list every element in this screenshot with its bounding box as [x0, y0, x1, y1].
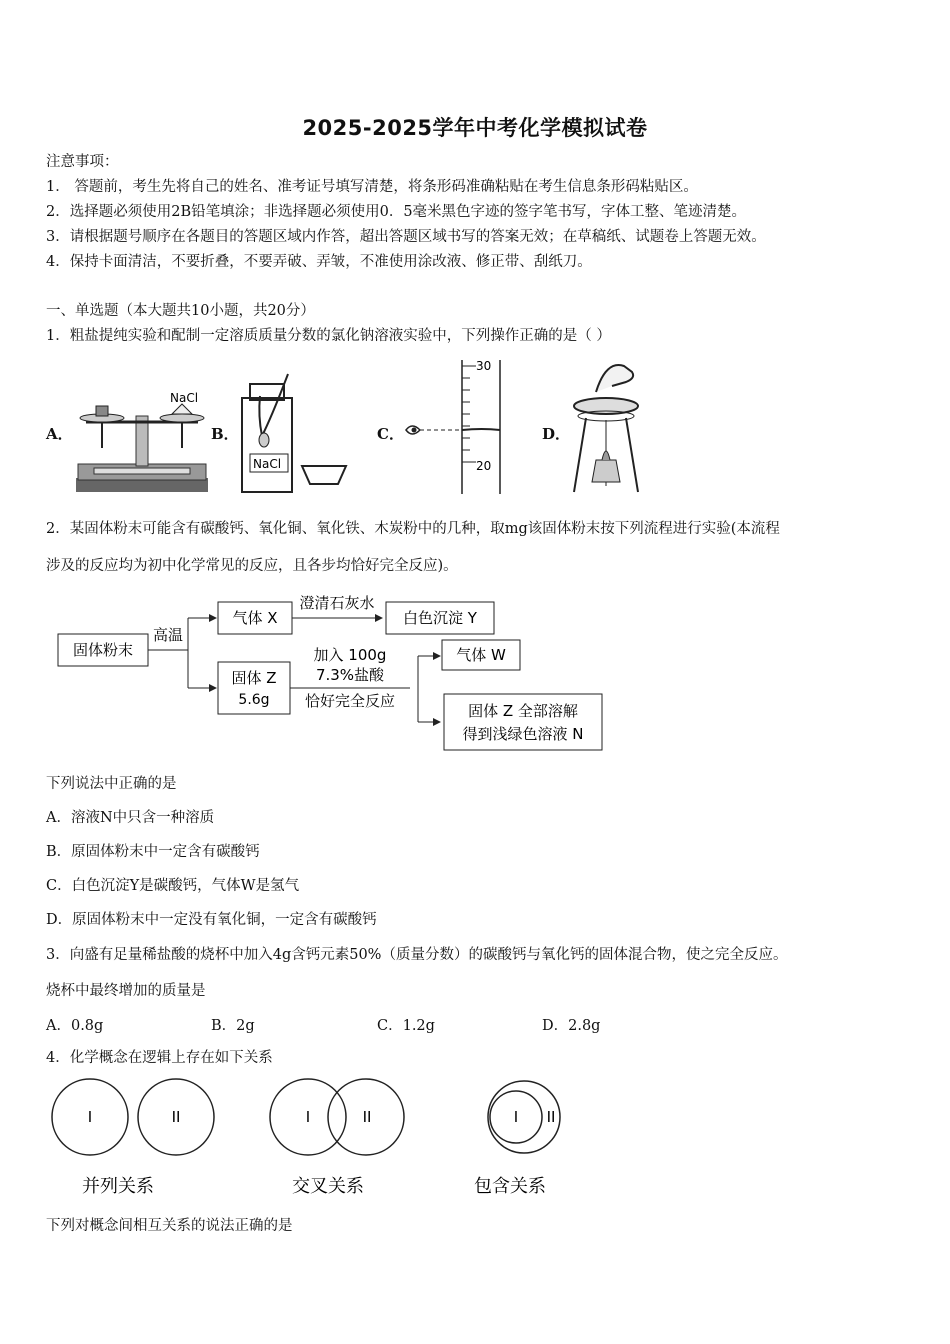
scale-30: 30	[476, 359, 492, 373]
question-3-stem-cont: 烧杯中最终增加的质量是	[46, 983, 206, 999]
q2-option-d: D．原固体粉末中一定没有氧化铜，一定含有碳酸钙	[46, 912, 377, 928]
question-3-stem: 3．向盛有足量稀盐酸的烧杯中加入4g含钙元素50%（质量分数）的碳酸钙与氧化钙的固体混合物，使之完全反应。	[46, 947, 788, 963]
flow-result-line2: 得到浅绿色溶液 N	[462, 725, 584, 743]
venn2-label-i: I	[305, 1108, 311, 1126]
q3-option-a: A．0.8g	[46, 1018, 104, 1034]
flow-limewater-text: 澄清石灰水	[299, 594, 375, 612]
flow-add-acid-text: 加入 100g	[313, 646, 387, 664]
flow-complete-text: 恰好完全反应	[304, 692, 396, 710]
flow-start-text: 固体粉末	[72, 641, 134, 659]
venn2-label-ii: II	[362, 1108, 372, 1126]
reagent-bottle-image	[236, 356, 356, 496]
flow-precip-y-text: 白色沉淀 Y	[403, 609, 477, 627]
question-4-prompt: 下列对概念间相互关系的说法正确的是	[46, 1218, 293, 1234]
q1-option-c-label: C．	[377, 425, 404, 443]
q2-option-a: A．溶液N中只含一种溶质	[46, 810, 215, 826]
notice-heading: 注意事项：	[46, 154, 119, 170]
flow-condition-text: 高温	[152, 626, 184, 644]
flow-solid-z-text: 固体 Z	[231, 669, 277, 687]
q2-option-c: C．白色沉淀Y是碳酸钙，气体W是氢气	[46, 878, 300, 894]
balance-weighing-image	[72, 356, 212, 496]
venn-cross-label: 交叉关系	[292, 1176, 364, 1197]
question-2-prompt: 下列说法中正确的是	[46, 776, 177, 792]
question-4-stem: 4．化学概念在逻辑上存在如下关系	[46, 1050, 273, 1066]
notice-item: 2．选择题必须使用2B铅笔填涂；非选择题必须使用0．5毫米黑色字迹的签字笔书写，字体工整、笔迹清楚。	[46, 204, 747, 220]
venn1-label-ii: II	[171, 1108, 181, 1126]
nacl-bottle-label: NaCl	[253, 457, 282, 471]
question-2-stem: 2．某固体粉末可能含有碳酸钙、氧化铜、氧化铁、木炭粉中的几种，取mg该固体粉末按下列流程进行实验(本流程	[46, 521, 780, 537]
q1-option-d-label: D．	[542, 425, 571, 443]
venn3-label-i: I	[513, 1108, 519, 1126]
q2-option-b: B．原固体粉末中一定含有碳酸钙	[46, 844, 260, 860]
q3-option-b: B．2g	[211, 1018, 255, 1034]
evaporation-image	[566, 356, 656, 496]
section-heading: 一、单选题（本大题共10小题，共20分）	[46, 303, 315, 319]
flow-mass-z-text: 5.6g	[238, 692, 270, 708]
q3-options-row	[46, 1014, 906, 1036]
question-1-stem: 1．粗盐提纯实验和配制一定溶质质量分数的氯化钠溶液实验中，下列操作正确的是（ ）	[46, 328, 611, 344]
venn-contain-label: 包含关系	[474, 1176, 546, 1197]
flow-acid-conc-text: 7.3%盐酸	[315, 666, 385, 684]
notice-item: 3．请根据题号顺序在各题目的答题区域内作答，超出答题区域书写的答案无效；在草稿纸、试题卷上答题无效。	[46, 229, 766, 245]
page-title: 2025-2025学年中考化学模拟试卷	[302, 116, 648, 140]
flow-gas-w-text: 气体 W	[456, 646, 506, 664]
scale-20: 20	[476, 459, 492, 473]
notice-item: 1． 答题前，考生先将自己的姓名、准考证号填写清楚，将条形码准确粘贴在考生信息条形码粘贴区。	[46, 179, 698, 195]
notice-item: 4．保持卡面清洁，不要折叠，不要弄破、弄皱，不准使用涂改液、修正带、刮纸刀。	[46, 254, 592, 270]
flow-result-line1: 固体 Z 全部溶解	[468, 702, 578, 720]
flow-gas-x-text: 气体 X	[232, 609, 278, 627]
q1-option-a-label: A．	[46, 425, 73, 443]
q3-option-d: D．2.8g	[542, 1018, 601, 1034]
q3-option-c: C．1.2g	[377, 1018, 435, 1034]
venn-diagrams	[46, 1075, 586, 1205]
cylinder-reading-image	[402, 356, 512, 496]
question-2-stem-cont: 涉及的反应均为初中化学常见的反应，且各步均恰好完全反应)。	[46, 558, 458, 574]
venn1-label-i: I	[87, 1108, 93, 1126]
venn-parallel-label: 并列关系	[82, 1176, 154, 1197]
q1-option-b-label: B．	[211, 425, 239, 443]
venn3-label-ii: II	[546, 1108, 556, 1126]
hand-icon	[596, 365, 633, 392]
nacl-label: NaCl	[170, 391, 199, 405]
flow-diagram	[56, 588, 616, 758]
